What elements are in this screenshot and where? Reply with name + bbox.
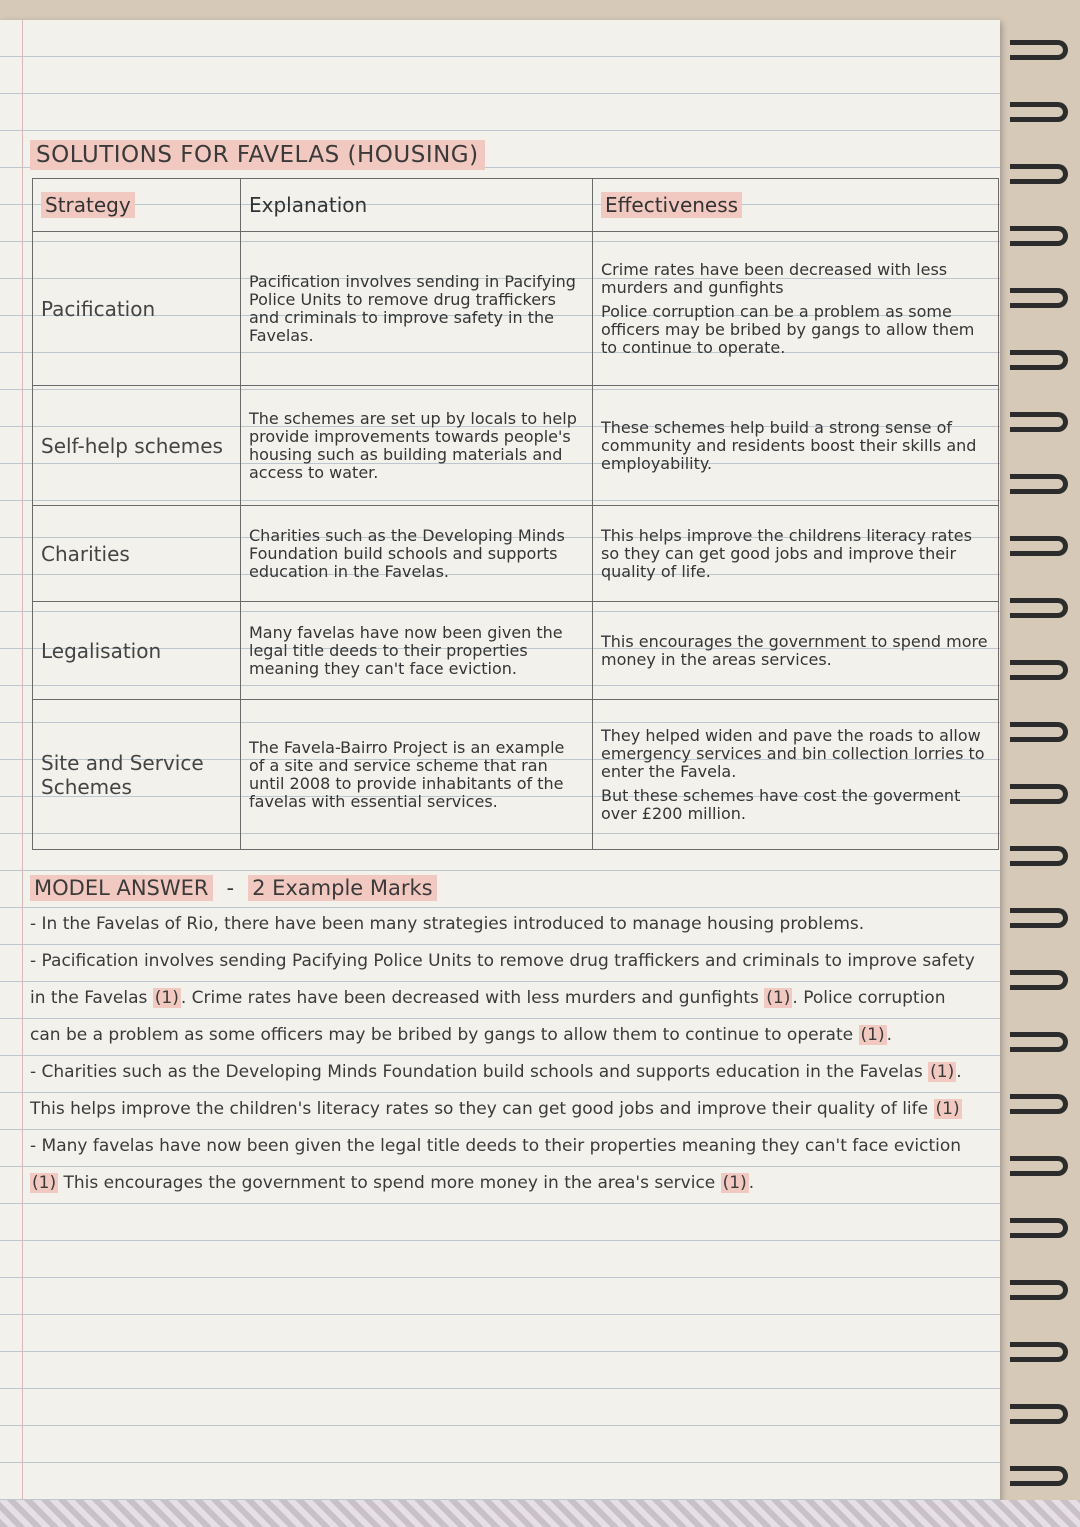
model-answer-subtitle: 2 Example Marks: [248, 875, 437, 901]
mark-badge: (1): [930, 1062, 955, 1082]
effectiveness-point: These schemes help build a strong sense of community and residents boost their skills and employability.: [601, 417, 977, 473]
table-header-row: [33, 179, 999, 232]
spiral-ring: [1010, 1280, 1068, 1300]
spiral-ring: [1010, 1032, 1068, 1052]
mark-badge: (1): [722, 1173, 747, 1193]
model-answer: [30, 870, 980, 1202]
answer-sentence: Crime rates have been decreased with less murders and gunfights: [191, 988, 759, 1008]
solutions-table: [32, 178, 999, 850]
explanation-cell: Pacification involves sending in Pacifying Police Units to remove drug traffickers and criminals to improve safety in the Favelas.: [241, 232, 593, 386]
spiral-ring: [1010, 474, 1068, 494]
strategy-cell: Site and Service Schemes: [33, 700, 241, 850]
bottom-edge: [0, 1500, 1080, 1527]
effectiveness-cell: [593, 232, 999, 386]
spiral-ring: [1010, 1466, 1068, 1486]
answer-sentence: - Many favelas have now been given the legal title deeds to their properties meaning they can't face eviction: [30, 1136, 962, 1156]
model-answer-heading: [30, 870, 980, 906]
spiral-ring: [1010, 908, 1068, 928]
table-row: [33, 602, 999, 700]
header-strategy: Strategy: [33, 179, 241, 232]
effectiveness-point: This encourages the government to spend more money in the areas services.: [601, 631, 988, 669]
answer-paragraph: [30, 906, 980, 943]
effectiveness-point: This helps improve the childrens literacy rates so they can get good jobs and improve their quality of life.: [601, 525, 972, 581]
explanation-cell: Many favelas have now been given the legal title deeds to their properties meaning they can't face eviction.: [241, 602, 593, 700]
strategy-cell: Legalisation: [33, 602, 241, 700]
effectiveness-point: They helped widen and pave the roads to allow emergency services and bin collection lorries to enter the Favela.: [601, 725, 985, 781]
spiral-ring: [1010, 536, 1068, 556]
spiral-ring: [1010, 164, 1068, 184]
mark-badge: (1): [935, 1099, 960, 1119]
spiral-ring: [1010, 722, 1068, 742]
spiral-ring: [1010, 784, 1068, 804]
answer-paragraph: - Pacification involves sending Pacifying Police Units to remove drug traffickers and criminals to improve safety in the Favelas (1) . Crime rates have been decreased with less murders and gunfights (1) . Police corruption can be a problem as some officers may be bribed by gangs to allow them to continue to operate (1) .: [30, 951, 975, 1045]
strategy-cell: Charities: [33, 506, 241, 602]
strategy-cell: Pacification: [33, 232, 241, 386]
explanation-cell: The Favela-Bairro Project is an example of a site and service scheme that ran until 2008 to provide inhabitants of the favelas with essential services.: [241, 700, 593, 850]
mark-badge: (1): [154, 988, 179, 1008]
effectiveness-cell: [593, 700, 999, 850]
table-row: [33, 386, 999, 506]
spiral-binding: [1010, 0, 1080, 1527]
spiral-ring: [1010, 226, 1068, 246]
spiral-ring: [1010, 846, 1068, 866]
spiral-ring: [1010, 350, 1068, 370]
table-row: [33, 700, 999, 850]
mark-badge: (1): [766, 988, 791, 1008]
spiral-ring: [1010, 1342, 1068, 1362]
spiral-ring: [1010, 660, 1068, 680]
answer-paragraph: - Many favelas have now been given the legal title deeds to their properties meaning they can't face eviction (1) This encourages the government to spend more money in the area's service (1) .: [30, 1136, 962, 1193]
mark-badge: (1): [860, 1025, 885, 1045]
mark-badge: (1): [32, 1173, 57, 1193]
spiral-ring: [1010, 40, 1068, 60]
table-row: [33, 232, 999, 386]
spiral-ring: [1010, 102, 1068, 122]
effectiveness-cell: [593, 602, 999, 700]
effectiveness-point: Police corruption can be a problem as some officers may be bribed by gangs to allow them to continue to operate.: [601, 301, 975, 357]
answer-paragraph: - Charities such as the Developing Minds Foundation build schools and supports education in the Favelas (1) . This helps improve the children's literacy rates so they can get good jobs and improve their quality of life (1): [30, 1062, 962, 1119]
spiral-ring: [1010, 412, 1068, 432]
heading-separator: -: [226, 876, 235, 900]
explanation-cell: The schemes are set up by locals to help provide improvements towards people's housing such as building materials and access to water.: [241, 386, 593, 506]
spiral-ring: [1010, 1404, 1068, 1424]
effectiveness-point: Crime rates have been decreased with less murders and gunfights: [601, 259, 948, 297]
effectiveness-point: But these schemes have cost the goverment over £200 million.: [601, 785, 961, 823]
answer-sentence: - Charities such as the Developing Minds Foundation build schools and supports education in the Favelas: [30, 1062, 923, 1082]
spiral-ring: [1010, 1218, 1068, 1238]
answer-sentence: - In the Favelas of Rio, there have been many strategies introduced to manage housing problems.: [30, 914, 865, 934]
page-title: SOLUTIONS FOR FAVELAS (HOUSING): [30, 140, 485, 170]
effectiveness-cell: [593, 386, 999, 506]
effectiveness-cell: [593, 506, 999, 602]
spiral-ring: [1010, 598, 1068, 618]
answer-sentence: Police corruption can be a problem as some officers may be bribed by gangs to allow them to continue to operate: [30, 988, 946, 1045]
spiral-ring: [1010, 1156, 1068, 1176]
spiral-ring: [1010, 1094, 1068, 1114]
table-row: [33, 506, 999, 602]
explanation-cell: Charities such as the Developing Minds Foundation build schools and supports education in the Favelas.: [241, 506, 593, 602]
spiral-ring: [1010, 288, 1068, 308]
answer-sentence: - Pacification involves sending Pacifying Police Units to remove drug traffickers and criminals to improve safety in the Favelas: [30, 951, 975, 1008]
strategy-cell: Self-help schemes: [33, 386, 241, 506]
header-effectiveness: Effectiveness: [593, 179, 999, 232]
model-answer-title: MODEL ANSWER: [30, 875, 213, 901]
answer-sentence: This encourages the government to spend more money in the area's service: [63, 1173, 716, 1193]
answer-sentence: This helps improve the children's literacy rates so they can get good jobs and improve their quality of life: [30, 1099, 929, 1119]
header-explanation: Explanation: [241, 179, 593, 232]
spiral-ring: [1010, 970, 1068, 990]
margin-line: [22, 20, 23, 1510]
